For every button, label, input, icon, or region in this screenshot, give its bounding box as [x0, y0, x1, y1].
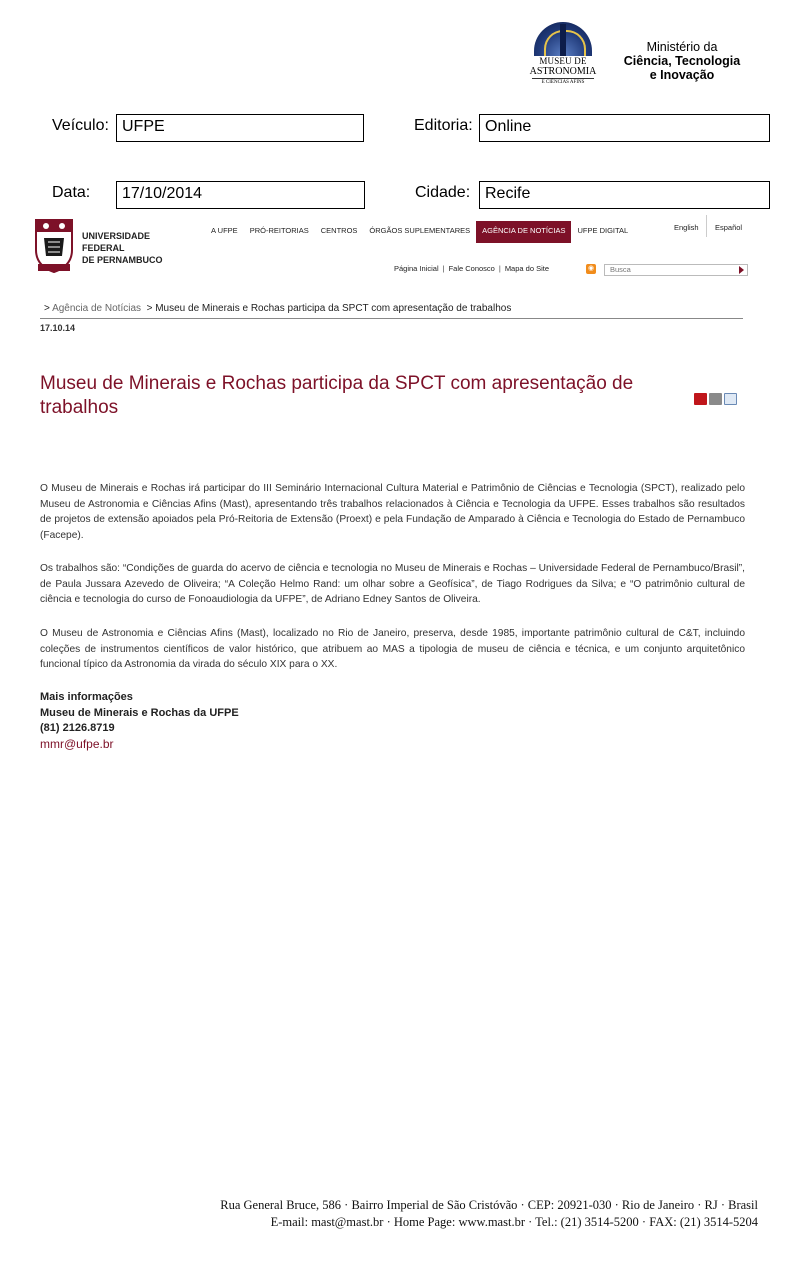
ufpe-crest-icon: [32, 216, 76, 276]
cidade-label: Cidade:: [415, 184, 471, 201]
ministry-line1: Ministério da: [646, 40, 718, 54]
ufpe-name: [82, 230, 163, 266]
sitemap-link[interactable]: Mapa do Site: [504, 264, 550, 273]
divider: [532, 78, 594, 79]
search-input[interactable]: [604, 264, 748, 276]
mast-logo-line1: MUSEU DE: [539, 56, 587, 66]
breadcrumb: [44, 303, 511, 314]
more-info-title: Mais informações: [40, 691, 133, 703]
ministry-line2: Ciência, Tecnologia: [623, 54, 741, 68]
ufpe-name-line2: FEDERAL: [82, 243, 125, 253]
breadcrumb-section[interactable]: Agência de Notícias: [52, 303, 142, 314]
search-arrow-icon[interactable]: [739, 266, 744, 274]
main-nav: [205, 221, 634, 243]
print-icon[interactable]: [709, 393, 722, 405]
chevron-right-icon: >: [146, 303, 153, 314]
article-tools: [694, 393, 737, 405]
data-field[interactable]: 17/10/2014: [116, 181, 365, 209]
chevron-right-icon: >: [44, 303, 50, 314]
more-info-phone: (81) 2126.8719: [40, 722, 115, 734]
more-info: [40, 690, 239, 752]
article-date: 17.10.14: [40, 323, 76, 333]
ufpe-name-line1: UNIVERSIDADE: [82, 231, 151, 241]
search-placeholder: Busca: [610, 265, 631, 274]
more-info-email-link[interactable]: mmr@ufpe.br: [40, 736, 114, 751]
divider: [40, 318, 743, 319]
mast-logo-line3: E CIÊNCIAS AFINS: [541, 80, 585, 85]
nav-orgaos-suplementares[interactable]: ÓRGÃOS SUPLEMENTARES: [369, 226, 471, 235]
mast-logo: [528, 22, 598, 90]
utility-nav: [390, 264, 553, 273]
contact-link[interactable]: Fale Conosco: [448, 264, 495, 273]
mast-logo-line2: ASTRONOMIA: [529, 66, 597, 77]
nav-centros[interactable]: CENTROS: [320, 226, 358, 235]
email-icon[interactable]: [724, 393, 737, 405]
pdf-icon[interactable]: [694, 393, 707, 405]
divider: [706, 215, 707, 237]
editoria-field[interactable]: Online: [479, 114, 770, 142]
nav-agencia-de-noticias[interactable]: AGÊNCIA DE NOTÍCIAS: [476, 221, 571, 243]
footer: [40, 1197, 758, 1231]
headline-line1: Museu de Minerais e Rochas participa da SPCT com apresentação de: [40, 373, 634, 394]
nav-ufpe-digital[interactable]: UFPE DIGITAL: [577, 226, 629, 235]
article-paragraph-3: O Museu de Astronomia e Ciências Afins (Mast), localizado no Rio de Janeiro, preserva, desde 1985, importante patrimônio cultural de C&T, incluindo coleções de instrumentos científicos de valor histórico, que atribuem ao MAS a tipologia de museu de ciência e técnica, e um conjunto arquitetônico funcional típico da Astronomia da virada do século XIX para o XX.: [40, 628, 745, 670]
veiculo-field[interactable]: UFPE: [116, 114, 364, 142]
data-label: Data:: [52, 184, 91, 201]
nav-a-ufpe[interactable]: A UFPE: [211, 226, 238, 235]
lang-espanol-link[interactable]: Español: [715, 223, 743, 232]
divider: |: [442, 264, 445, 273]
divider: |: [498, 264, 501, 273]
rss-icon[interactable]: ◉: [587, 265, 595, 272]
article-paragraph-1: O Museu de Minerais e Rochas irá participar do III Seminário Internacional Cultura Material e Patrimônio de Ciências e Tecnologia (SPCT), realizado pelo Museu de Astronomia e Ciências Afins (Mast), apresentando três trabalhos relacionados à Ciência e Tecnologia da UFPE. Esses trabalhos são resultados de projetos de extensão apoiados pela Pró-Reitoria de Extensão (Proext) e pela Fundação de Amparado à Ciência e Tecnologia do Estado de Pernambuco (Facepe).: [40, 483, 745, 541]
ministry-line3: e Inovação: [649, 68, 715, 82]
cidade-field[interactable]: Recife: [479, 181, 770, 209]
more-info-org: Museu de Minerais e Rochas da UFPE: [40, 706, 239, 719]
footer-address: Rua General Bruce, 586 · Bairro Imperial de São Cristóvão · CEP: 20921-030 · Rio de Janeiro · RJ · Brasil: [220, 1198, 758, 1212]
nav-pro-reitorias[interactable]: PRÓ-REITORIAS: [249, 226, 309, 235]
ministry-name: [612, 40, 752, 82]
observatory-dome-icon: [534, 22, 592, 56]
veiculo-label: Veículo:: [52, 117, 109, 134]
article-headline: [40, 372, 680, 420]
breadcrumb-current: Museu de Minerais e Rochas participa da SPCT com apresentação de trabalhos: [155, 303, 512, 314]
headline-line2: trabalhos: [40, 397, 119, 418]
article-paragraph-2: Os trabalhos são: “Condições de guarda do acervo de ciência e tecnologia no Museu de Minerais e Rochas – Universidade Federal de Pernambuco/Brasil”, de Paula Jussara Azevedo de Oliveira; “A Coleção Helmo Rand: um olhar sobre a Geofísica”, de Tiago Rodrigues da Silva; e “O patrimônio cultural de ciência e tecnologia do curso de Fonoaudiologia da UFPE”, de Adriano Edney Santos de Oliveira.: [40, 563, 745, 605]
ufpe-name-line3: DE PERNAMBUCO: [82, 255, 163, 265]
editoria-label: Editoria:: [414, 117, 473, 134]
lang-english-link[interactable]: English: [674, 223, 699, 232]
footer-contacts: E-mail: mast@mast.br · Home Page: www.mast.br · Tel.: (21) 3514-5200 · FAX: (21) 3514-5204: [270, 1215, 758, 1229]
home-link[interactable]: Página Inicial: [394, 264, 439, 273]
